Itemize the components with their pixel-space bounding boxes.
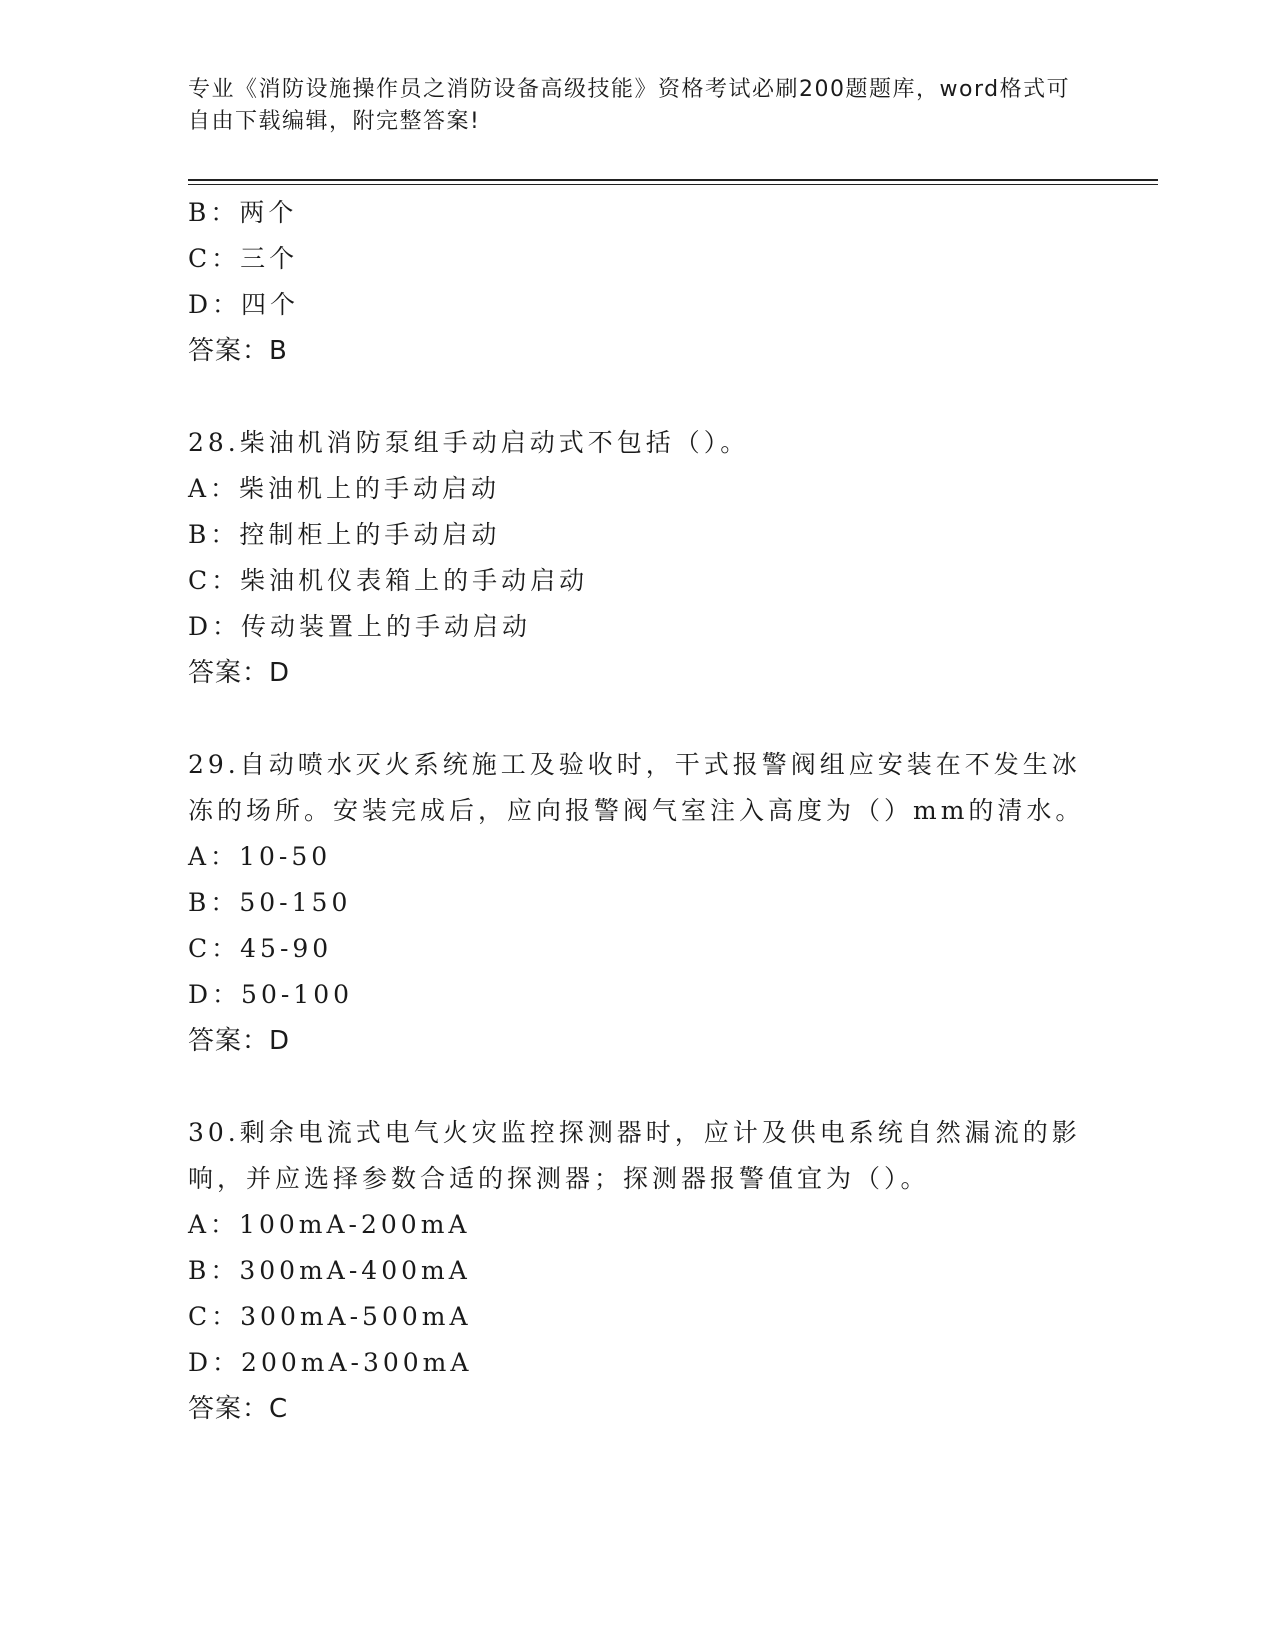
answer-line: 答案：B [188, 336, 288, 366]
question-28 [188, 420, 1088, 696]
option-d: D：200mA-300mA [188, 1348, 473, 1377]
option-c: C：300mA-500mA [188, 1302, 472, 1331]
answer-line: 答案：D [188, 658, 291, 688]
option-a: A：10-50 [188, 842, 332, 871]
answer-line: 答案：D [188, 1026, 291, 1056]
spacer [188, 1064, 1088, 1110]
option-d: D：50-100 [188, 980, 354, 1009]
option-a: A：100mA-200mA [188, 1210, 471, 1239]
header-intro-text: 专业《消防设施操作员之消防设备高级技能》资格考试必刷200题题库，word格式可自由下载编辑，附完整答案! [188, 77, 1071, 134]
question-27-tail [188, 190, 1088, 374]
answer-line: 答案：C [188, 1394, 289, 1424]
option-b: B：50-150 [188, 888, 352, 917]
spacer [188, 696, 1088, 742]
option-a: A：柴油机上的手动启动 [188, 474, 501, 503]
header-rule-thin [188, 184, 1158, 185]
option-b: B：两个 [188, 198, 298, 227]
option-d: D：传动装置上的手动启动 [188, 612, 532, 641]
option-d: D：四个 [188, 290, 300, 319]
question-stem-line-1: 30.剩余电流式电气火灾监控探测器时，应计及供电系统自然漏流的影 [188, 1118, 1081, 1147]
question-list [188, 190, 1088, 1432]
option-b: B：300mA-400mA [188, 1256, 471, 1285]
option-c: C：柴油机仪表箱上的手动启动 [188, 566, 589, 595]
question-29 [188, 742, 1088, 1064]
question-stem-line-2: 响，并应选择参数合适的探测器；探测器报警值宜为（）。 [188, 1164, 930, 1193]
option-c: C：45-90 [188, 934, 333, 963]
question-stem-line-1: 29.自动喷水灭火系统施工及验收时，干式报警阀组应安装在不发生冰 [188, 750, 1081, 779]
option-b: B：控制柜上的手动启动 [188, 520, 501, 549]
question-30 [188, 1110, 1088, 1432]
question-stem-line-2: 冻的场所。安装完成后，应向报警阀气室注入高度为（）mm的清水。 [188, 796, 1085, 825]
spacer [188, 374, 1088, 420]
option-c: C：三个 [188, 244, 299, 273]
header-rule-thick [188, 179, 1158, 181]
question-stem: 28.柴油机消防泵组手动启动式不包括（）。 [188, 428, 750, 457]
document-header [188, 74, 1078, 138]
